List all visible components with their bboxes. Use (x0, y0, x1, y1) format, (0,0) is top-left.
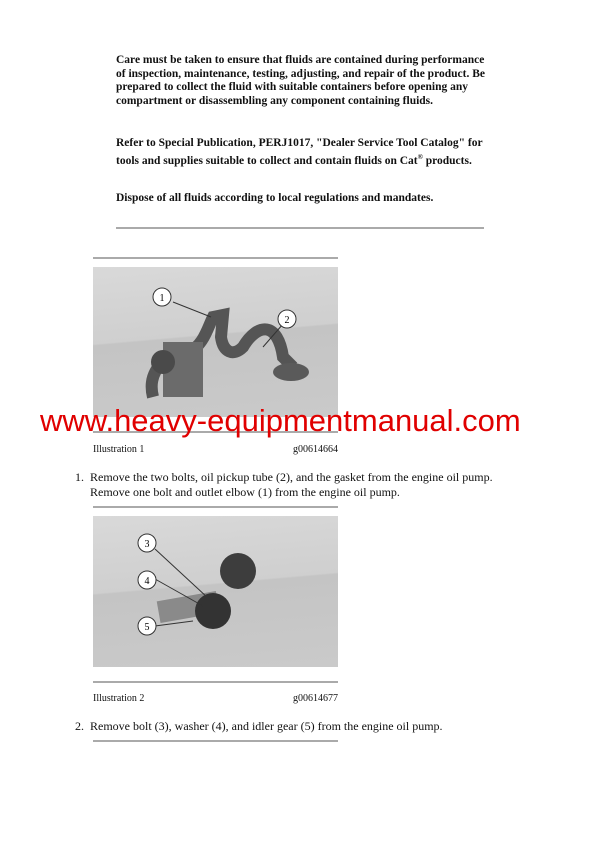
divider (93, 506, 338, 508)
notice-paragraph-1: Care must be taken to ensure that fluids are contained during performance of inspection, maintenance, testing, adjusting, and repair of the product. Be prepared to collect the fluid with suitable containers before opening any compartment or disassembling any component containing fluids. (116, 54, 485, 107)
callout-2: 2 (284, 315, 290, 326)
notice-text-end: products. (422, 154, 472, 167)
callout-1: 1 (159, 293, 165, 304)
step-2 (75, 719, 515, 734)
step-1 (75, 470, 515, 500)
divider (116, 227, 484, 229)
callout-5: 5 (144, 622, 150, 633)
illustration-1-label: Illustration 1 (93, 444, 145, 455)
callout-3: 3 (144, 539, 150, 550)
divider (93, 740, 338, 742)
step-number: 2. (75, 719, 84, 733)
notice-paragraph-2 (116, 137, 491, 168)
callout-4: 4 (144, 576, 150, 587)
notice-paragraph-3: Dispose of all fluids according to local regulations and mandates. (116, 192, 434, 204)
notice-text: Refer to Special Publication, PERJ1017, "Dealer Service Tool Catalog" for tools and supplies suitable to collect and contain fluids on Cat (116, 137, 483, 167)
step-text: Remove bolt (3), washer (4), and idler gear (5) from the engine oil pump. (90, 719, 443, 733)
illustration-1-photo (93, 267, 338, 417)
illustration-2-photo (93, 516, 338, 667)
step-text: Remove the two bolts, oil pickup tube (2), and the gasket from the engine oil pump. Remove one bolt and outlet elbow (1) from the engine oil pump. (90, 470, 493, 499)
registered-mark: ® (417, 152, 423, 161)
idler-gear-drawing (93, 516, 338, 667)
watermark: www.heavy-equipmentmanual.com (40, 403, 521, 438)
illustration-2-label: Illustration 2 (93, 693, 145, 704)
oil-pump-drawing (93, 267, 338, 417)
divider (93, 681, 338, 683)
step-number: 1. (75, 470, 84, 484)
illustration-1-code: g00614664 (293, 444, 338, 455)
divider (93, 257, 338, 259)
illustration-2-code: g00614677 (293, 693, 338, 704)
